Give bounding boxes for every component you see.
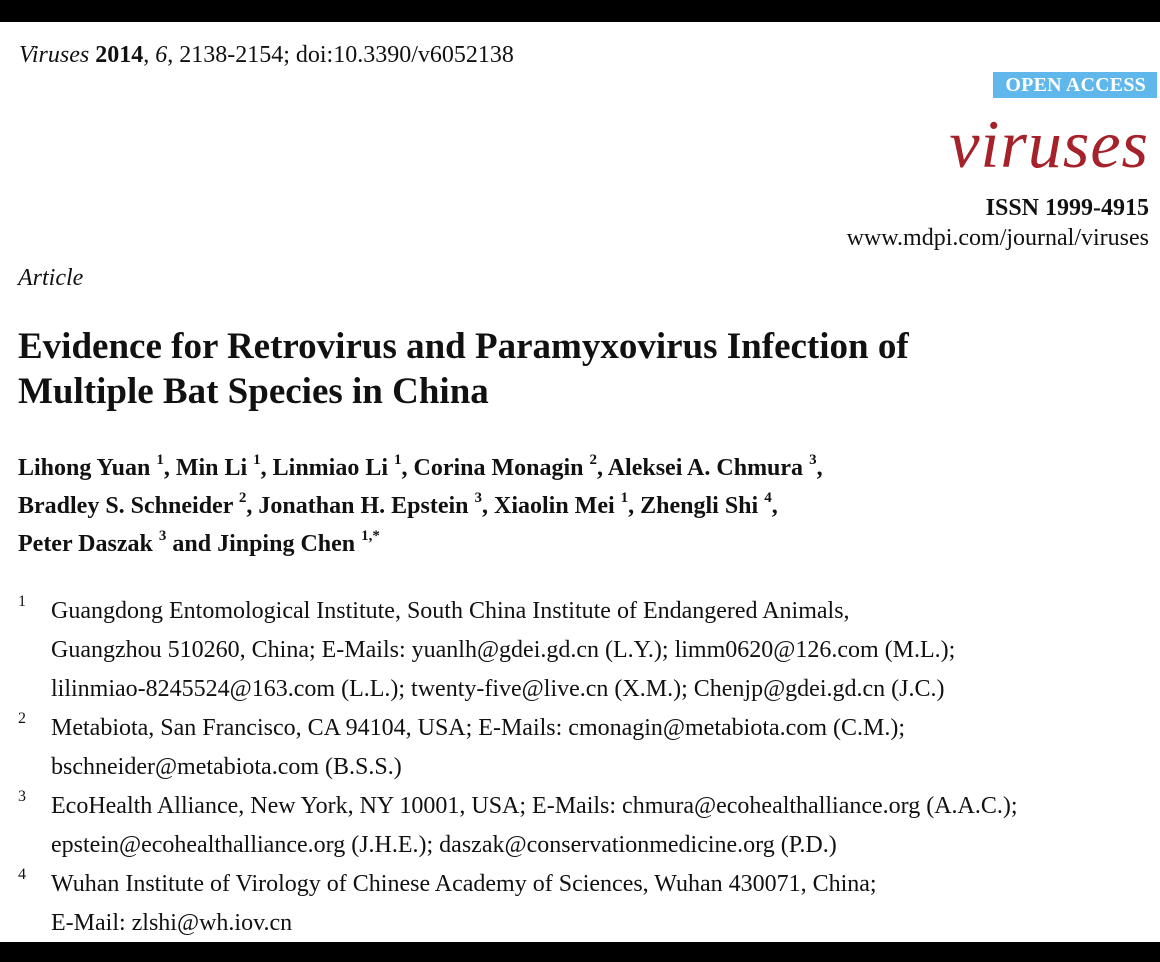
author-affiliation-ref: 1 xyxy=(620,490,629,506)
author-affiliation-ref: 1 xyxy=(156,452,164,468)
corresponding-author-ref: 1,* xyxy=(361,528,380,544)
pages-doi: , 2138-2154; doi:10.3390/v6052138 xyxy=(167,42,514,68)
affiliation-line: lilinmiao-8245524@163.com (L.L.); twenty-five@live.cn (X.M.); Chenjp@gdei.gd.cn (J.C.) xyxy=(51,676,945,702)
affiliation-number: 4 xyxy=(18,866,26,883)
author-affiliation-ref: 3 xyxy=(474,490,482,506)
author-affiliation-ref: 3 xyxy=(158,528,167,544)
affiliation-line: EcoHealth Alliance, New York, NY 10001, USA; E-Mails: chmura@ecohealthalliance.org (A.A.C.); xyxy=(51,793,1018,819)
affiliation-item xyxy=(0,865,1160,942)
affiliation-item xyxy=(0,709,1160,787)
author-affiliation-ref: 2 xyxy=(238,490,247,506)
affiliations-list xyxy=(0,592,1160,942)
affiliation-line: Guangdong Entomological Institute, South China Institute of Endangered Animals, xyxy=(51,598,850,624)
issn: ISSN 1999-4915 xyxy=(985,195,1149,221)
publication-year: 2014 xyxy=(95,42,144,68)
author-affiliation-ref: 2 xyxy=(589,452,598,468)
affiliation-number: 1 xyxy=(18,593,26,610)
affiliation-line: Wuhan Institute of Virology of Chinese Academy of Sciences, Wuhan 430071, China; xyxy=(51,871,877,897)
author-affiliation-ref: 3 xyxy=(809,452,817,468)
author-name: Zhengli Shi xyxy=(640,493,759,519)
journal-url[interactable]: www.mdpi.com/journal/viruses xyxy=(846,225,1149,251)
author-name: Lihong Yuan xyxy=(18,455,151,481)
volume-number: 6 xyxy=(155,42,168,68)
journal-name: Viruses xyxy=(19,42,90,68)
affiliation-line: bschneider@metabiota.com (B.S.S.) xyxy=(51,754,402,780)
author-affiliation-ref: 1 xyxy=(394,452,402,468)
affiliation-item xyxy=(0,787,1160,865)
title-line: Multiple Bat Species in China xyxy=(18,371,489,412)
affiliation-number: 2 xyxy=(18,710,26,727)
journal-logo: viruses xyxy=(949,106,1149,182)
author-name: Xiaolin Mei xyxy=(493,493,615,519)
author-line: Bradley S. Schneider $^2$, Jonathan H. Epstein $^3$, Xiaolin Mei $^1$, Zhengli Shi $^4$, xyxy=(18,490,778,519)
author-line: Lihong Yuan $^1$, Min Li $^1$, Linmiao Li $^1$, Corina Monagin $^2$, Aleksei A. Chmura $^3$, xyxy=(18,452,823,481)
author-name: Corina Monagin xyxy=(413,455,584,481)
affiliation-line: E-Mail: zlshi@wh.iov.cn xyxy=(51,910,293,936)
author-name: Bradley S. Schneider xyxy=(18,493,233,519)
author-name: Min Li xyxy=(175,455,248,481)
article-type: Article xyxy=(18,265,84,291)
affiliation-item xyxy=(0,592,1160,709)
paper-page xyxy=(0,22,1160,942)
affiliation-line: Guangzhou 510260, China; E-Mails: yuanlh@gdei.gd.cn (L.Y.); limm0620@126.com (M.L.); xyxy=(51,637,956,663)
article-title xyxy=(18,324,1118,414)
title-line: Evidence for Retrovirus and Paramyxovirus Infection of xyxy=(18,326,909,367)
affiliation-line: epstein@ecohealthalliance.org (J.H.E.); daszak@conservationmedicine.org (P.D.) xyxy=(51,832,837,858)
affiliation-number: 3 xyxy=(18,788,26,805)
author-name: Peter Daszak xyxy=(18,531,153,557)
author-line: Peter Daszak $^3$ and Jinping Chen $^{1,*}$ xyxy=(18,528,380,557)
author-name: Jinping Chen xyxy=(217,531,356,557)
author-name: Aleksei A. Chmura xyxy=(607,455,804,481)
author-name: Jonathan H. Epstein xyxy=(258,493,469,519)
open-access-badge: OPEN ACCESS xyxy=(993,72,1157,98)
affiliation-line: Metabiota, San Francisco, CA 94104, USA; E-Mails: cmonagin@metabiota.com (C.M.); xyxy=(51,715,905,741)
author-affiliation-ref: 4 xyxy=(764,490,772,506)
author-list xyxy=(18,449,1138,563)
author-affiliation-ref: 1 xyxy=(253,452,261,468)
author-name: Linmiao Li xyxy=(272,455,389,481)
citation-line: Viruses 2014, 6, 2138-2154; doi:10.3390/v6052138 xyxy=(19,42,514,68)
